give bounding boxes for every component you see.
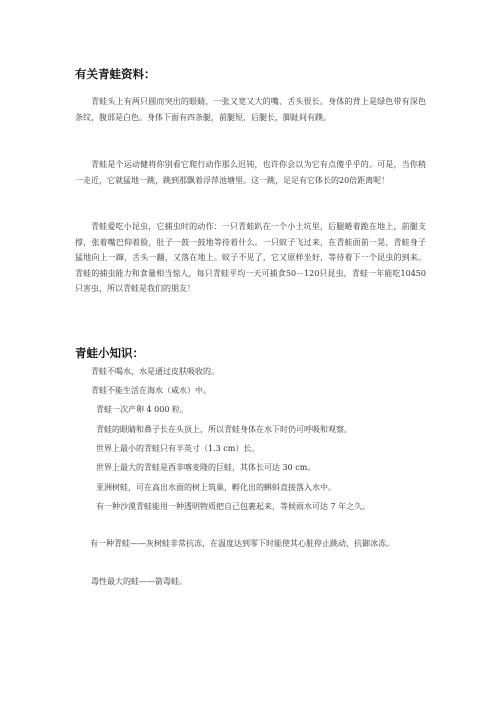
fact-item: 青蛙的眼睛和鼻子长在头顶上，所以青蛙身体在水下时仍可呼吸和观察。 [96,425,352,434]
fact-item: 青蛙不喝水，水是通过皮肤吸收的。 [91,367,219,376]
paragraph-appearance: 青蛙头上有两只圆而突出的眼睛，一张又宽又大的嘴、舌头很长。身体的背上是绿色带有深色条纹，腹部是白色。身体下面有四条腿，前腿短，后腿长，脚趾间有蹼。 [75,97,426,122]
fact-item: 毒性最大的蛙——箭毒蛙。 [91,577,187,586]
fact-item: 世界上最小的青蛙只有半英寸（1.3 cm）长。 [96,444,260,453]
paragraph-eating: 青蛙爱吃小昆虫，它捕虫时的动作：一只青蛙趴在一个小土坑里，后腿蜷着跪在地上，前腿支撑，张着嘴巴仰着脸，肚子一鼓一鼓地等待着什么。一只蚊子飞过来，在青蛙面前一晃，青蛙身子猛地向上一蹿，舌头一翻，又落在地上。蚊子不见了，它又原样坐好，等待着下一个昆虫的到来。青蛙的捕虫能力和食量相当惊人，每只青蛙平均一天可捕食50－120只昆虫，青蛙一年能吃10450只害虫，所以青蛙是我们的朋友！ [75,222,426,293]
fact-item: 有一种沙漠青蛙能用一种透明物质把自己包裹起来，等候雨水可达 7 年之久。 [96,502,371,511]
fact-item: 青蛙不能生活在海水（咸水）中。 [91,386,211,395]
section-title-frog-info: 有关青蛙资料： [75,67,156,81]
fact-item: 世界上最大的青蛙是西非喀麦隆的巨蛙，其体长可达 30 cm。 [96,463,316,472]
fact-item: 有一种青蛙——灰树蛙非常抗冻，在温度达到零下时能使其心脏停止跳动，抗御冰冻。 [90,539,394,548]
fact-item: 亚洲树蛙，可在高出水面的树上筑巢，孵化出的蝌蚪直接落入水中。 [96,483,336,492]
paragraph-jumping: 青蛙是个运动健将你别看它爬行动作那么迟钝，也许你会以为它有点傻乎乎的。可是，当你稍一走近，它就猛地一跳，跳到那飘着浮萍池塘里。这一跳，足足有它体长的20倍距离呢！ [75,160,426,185]
section-title-frog-facts: 青蛙小知识： [75,346,144,360]
fact-item: 青蛙一次产卵 4 000 粒。 [96,405,188,414]
